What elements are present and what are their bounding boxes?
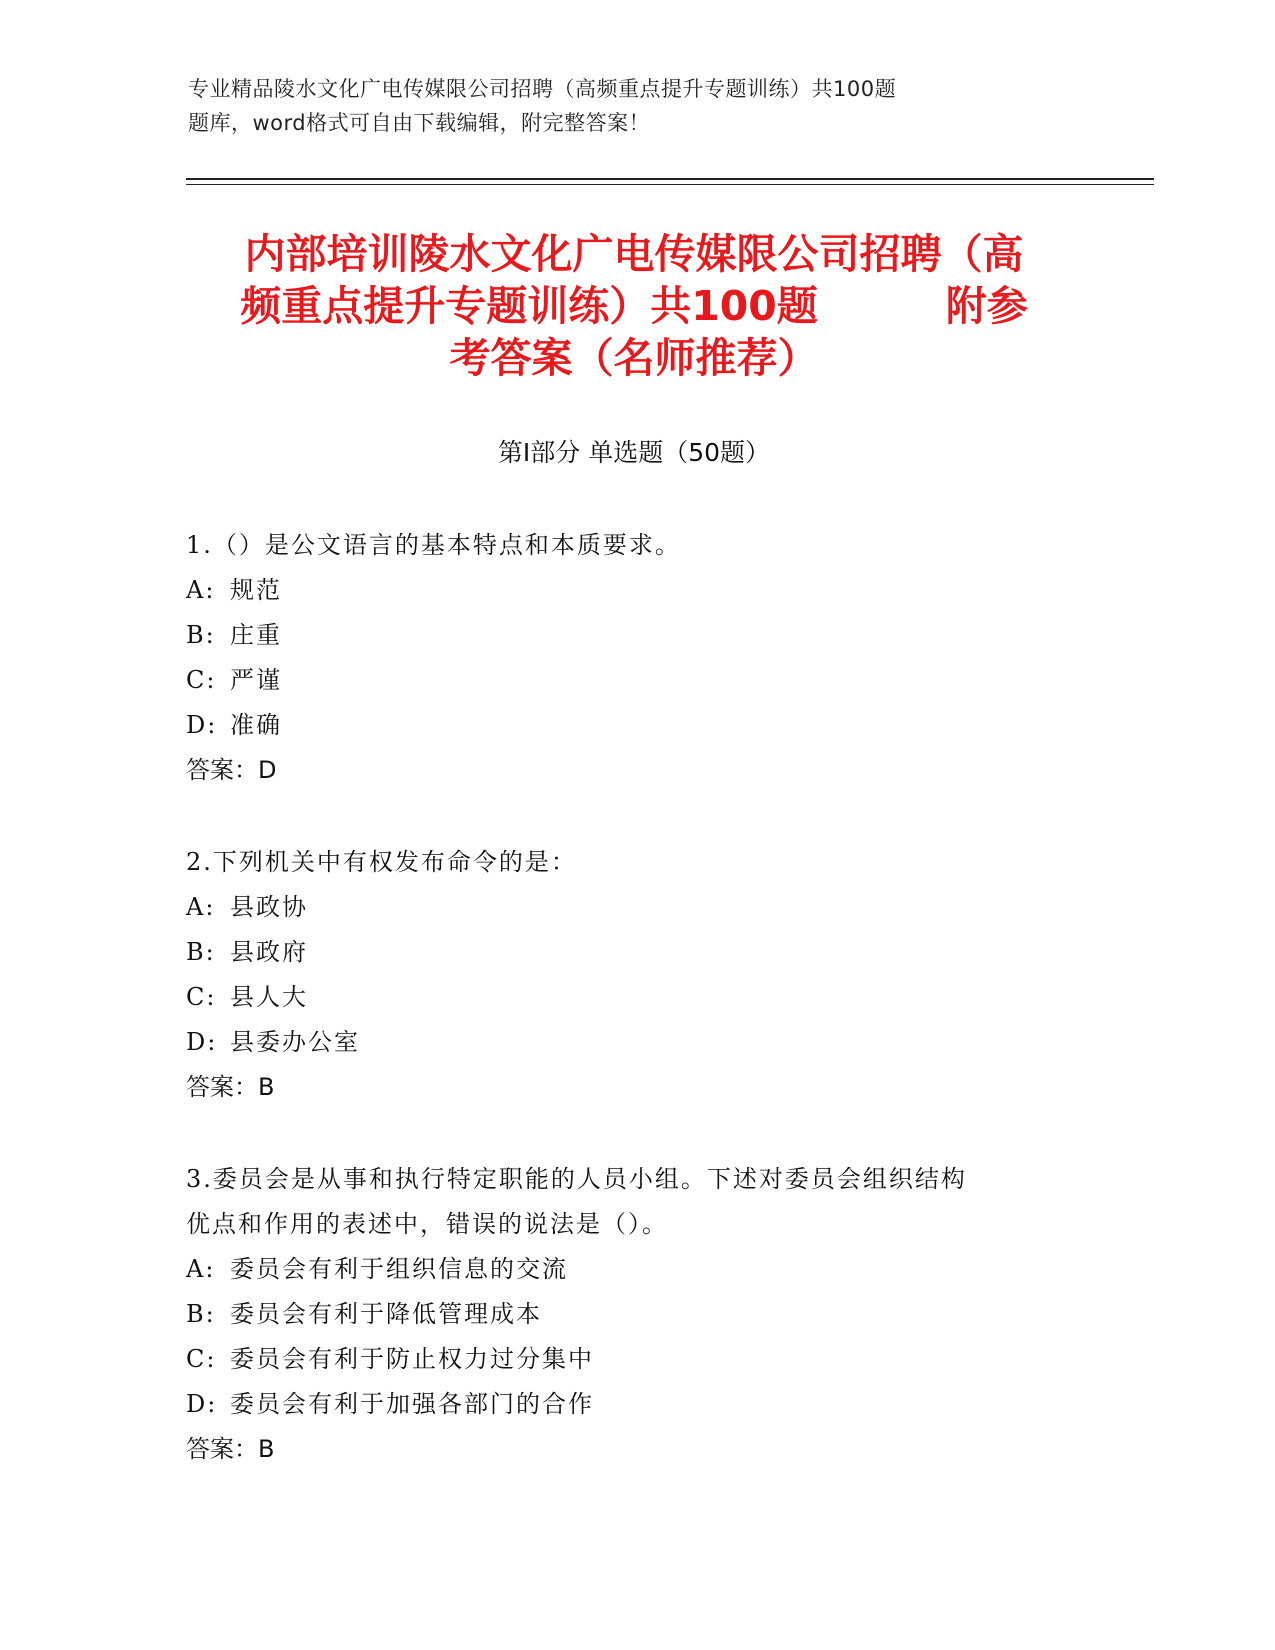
- option-letter: B:: [186, 621, 216, 649]
- option-letter: B:: [186, 938, 216, 966]
- option-a: [186, 568, 1086, 613]
- option-text: 委员会有利于降低管理成本: [230, 1300, 542, 1328]
- header-note-line-2: 题库，word格式可自由下载编辑，附完整答案！: [188, 111, 651, 135]
- option-text: 准确: [230, 711, 282, 739]
- option-c: [186, 1337, 1086, 1382]
- title-line-3: 考答案（名师推荐）: [449, 334, 819, 382]
- question-1: [186, 523, 1086, 793]
- option-letter: A:: [186, 576, 216, 604]
- option-d: [186, 703, 1086, 748]
- option-d: [186, 1020, 1086, 1065]
- option-letter: A:: [186, 1255, 216, 1283]
- option-letter: D:: [186, 1028, 218, 1056]
- option-b: [186, 1292, 1086, 1337]
- question-3: [186, 1157, 1086, 1472]
- option-text: 委员会有利于防止权力过分集中: [230, 1345, 594, 1373]
- option-text: 规范: [230, 576, 282, 604]
- answer-line: 答案：B: [186, 1073, 275, 1101]
- option-c: [186, 658, 1086, 703]
- option-text: 委员会有利于组织信息的交流: [230, 1255, 568, 1283]
- question-stem: 1.（）是公文语言的基本特点和本质要求。: [186, 531, 681, 559]
- option-letter: C:: [186, 983, 217, 1011]
- option-a: [186, 1247, 1086, 1292]
- option-text: 县政协: [230, 893, 308, 921]
- document-title: [186, 228, 1082, 384]
- option-letter: C:: [186, 1345, 217, 1373]
- option-b: [186, 613, 1086, 658]
- option-letter: D:: [186, 711, 218, 739]
- title-line-2: [186, 280, 1082, 332]
- title-line-2-left: 频重点提升专题训练）共100题: [240, 282, 818, 330]
- title-line-1: 内部培训陵水文化广电传媒限公司招聘（高: [244, 230, 1024, 278]
- header-note: [188, 72, 1028, 140]
- header-rule-thick: [186, 178, 1154, 180]
- option-letter: B:: [186, 1300, 216, 1328]
- title-line-2-right: 附参: [945, 282, 1028, 330]
- option-d: [186, 1382, 1086, 1427]
- question-stem: 2.下列机关中有权发布命令的是：: [186, 848, 577, 876]
- option-text: 县委办公室: [230, 1028, 360, 1056]
- header-note-line-1: 专业精品陵水文化广电传媒限公司招聘（高频重点提升专题训练）共100题: [188, 77, 897, 101]
- question-stem-line-2: 优点和作用的表述中，错误的说法是（）。: [186, 1210, 668, 1238]
- answer-line: 答案：D: [186, 756, 277, 784]
- option-a: [186, 885, 1086, 930]
- option-letter: C:: [186, 666, 217, 694]
- option-text: 县政府: [230, 938, 308, 966]
- header-rule-thin: [186, 184, 1154, 185]
- question-2: [186, 840, 1086, 1110]
- option-text: 县人大: [230, 983, 308, 1011]
- option-text: 庄重: [230, 621, 282, 649]
- option-letter: D:: [186, 1390, 218, 1418]
- option-text: 严谨: [230, 666, 282, 694]
- option-c: [186, 975, 1086, 1020]
- option-text: 委员会有利于加强各部门的合作: [230, 1390, 594, 1418]
- answer-line: 答案：B: [186, 1435, 275, 1463]
- section-title: 第Ⅰ部分 单选题（50题）: [497, 438, 771, 467]
- option-b: [186, 930, 1086, 975]
- option-letter: A:: [186, 893, 216, 921]
- question-stem-line-1: 3.委员会是从事和执行特定职能的人员小组。下述对委员会组织结构: [186, 1165, 967, 1193]
